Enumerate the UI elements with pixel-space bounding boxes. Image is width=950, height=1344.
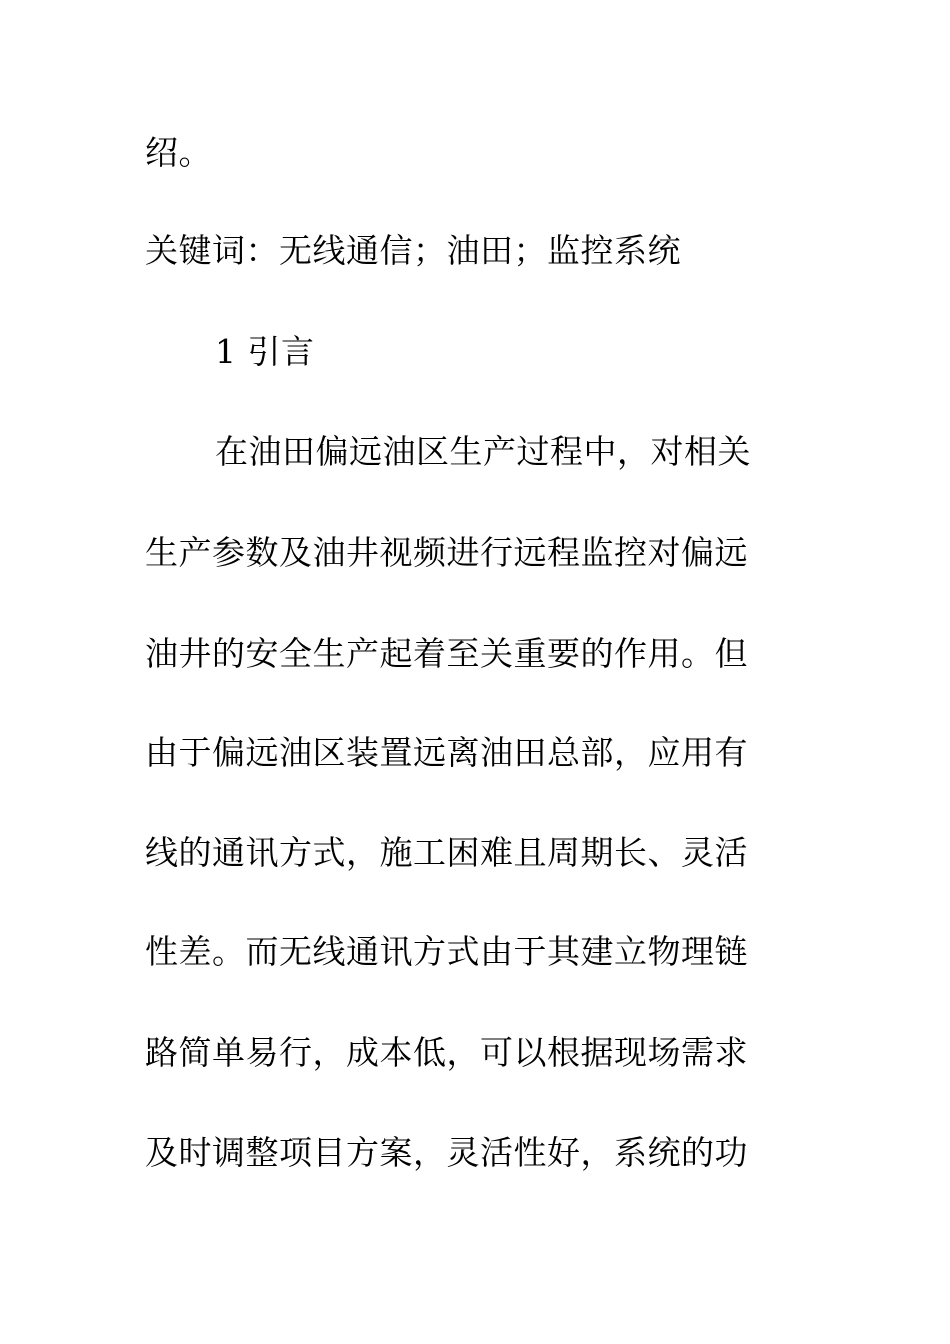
paragraph-line: 路简单易行，成本低，可以根据现场需求 [145, 1033, 748, 1072]
paragraph-line: 油井的安全生产起着至关重要的作用。但 [145, 634, 748, 673]
keywords-line: 关键词：无线通信；油田；监控系统 [145, 231, 681, 270]
paragraph-line: 及时调整项目方案，灵活性好，系统的功 [145, 1133, 748, 1172]
paragraph-line: 性差。而无线通讯方式由于其建立物理链 [145, 932, 748, 971]
paragraph-line: 在油田偏远油区生产过程中，对相关 [215, 432, 751, 471]
paragraph-line: 线的通讯方式，施工困难且周期长、灵活 [145, 833, 748, 872]
paragraph-line: 生产参数及油井视频进行远程监控对偏远 [145, 533, 748, 572]
text-line: 绍。 [145, 133, 212, 172]
paragraph-line: 由于偏远油区装置远离油田总部，应用有 [145, 733, 748, 772]
section-heading: 1 引言 [215, 332, 315, 371]
